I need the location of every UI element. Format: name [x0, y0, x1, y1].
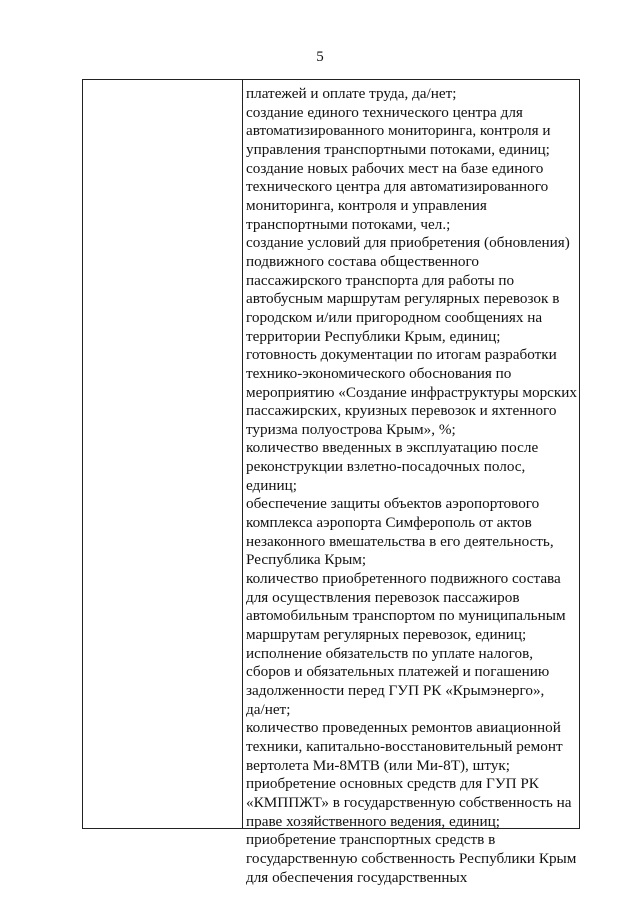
text-line: технико-экономического обоснования по — [246, 364, 512, 382]
document-table — [82, 79, 580, 886]
text-line: территории Республики Крым, единиц; — [246, 327, 501, 345]
text-line: автомобильным транспортом по муниципальным — [246, 607, 566, 625]
text-line: мероприятию «Создание инфраструктуры морских — [246, 383, 578, 401]
text-line: маршрутам регулярных перевозок, единиц; — [246, 626, 527, 644]
text-line: платежей и оплате труда, да/нет; — [246, 85, 457, 102]
text-line: исполнение обязательств по уплате налогов, — [246, 644, 534, 662]
text-line: подвижного состава общественного — [246, 252, 479, 270]
text-line: единиц; — [246, 476, 297, 494]
text-line: технического центра для автоматизированного — [246, 178, 549, 196]
table-left-cell — [83, 80, 242, 828]
text-line: праве хозяйственного ведения, единиц; — [246, 812, 501, 830]
text-line: вертолета Ми-8МТВ (или Ми-8Т), штук; — [246, 756, 510, 774]
text-line: приобретение основных средств для ГУП РК — [246, 775, 539, 793]
text-line: «КМППЖТ» в государственную собственность на — [246, 793, 572, 811]
text-line: количество приобретенного подвижного состава — [246, 570, 561, 588]
text-line: приобретение транспортных средств в — [246, 831, 496, 849]
text-line: управления транспортными потоками, единиц; — [246, 140, 550, 158]
text-line: туризма полуострова Крым», %; — [246, 420, 456, 438]
text-line: количество проведенных ремонтов авиационной — [246, 719, 561, 737]
text-line: транспортными потоками, чел.; — [246, 215, 451, 233]
text-line: незаконного вмешательства в его деятельность, — [246, 532, 554, 550]
text-line: реконструкции взлетно-посадочных полос, — [246, 458, 526, 476]
text-line: обеспечение защиты объектов аэропортового — [246, 495, 540, 513]
text-line: готовность документации по итогам разработки — [246, 346, 557, 364]
text-line: Республика Крым; — [246, 551, 367, 569]
text-line: задолженности перед ГУП РК «Крымэнерго», — [246, 682, 545, 699]
text-line: пассажирских, круизных перевозок и яхтенного — [246, 402, 557, 420]
table-right-cell — [246, 85, 576, 887]
text-line: комплекса аэропорта Симферополь от актов — [246, 514, 532, 532]
text-line: мониторинга, контроля и управления — [246, 196, 487, 214]
text-line: государственную собственность Республики Крым — [246, 849, 577, 867]
text-line: для обеспечения государственных — [246, 868, 468, 886]
text-line: пассажирского транспорта для работы по — [246, 271, 515, 289]
text-line: создание условий для приобретения (обновления) — [246, 234, 570, 252]
text-line: да/нет; — [246, 700, 291, 718]
text-line: создание новых рабочих мест на базе единого — [246, 159, 544, 177]
text-line: количество введенных в эксплуатацию после — [246, 439, 539, 457]
text-line: техники, капитально-восстановительный ремонт — [246, 737, 563, 755]
column-divider — [242, 80, 243, 828]
page-number: 5 — [316, 49, 324, 65]
text-line: автобусным маршрутам регулярных перевозок в — [246, 290, 560, 308]
text-line: городском и/или пригородном сообщениях на — [246, 308, 543, 326]
text-line: автоматизированного мониторинга, контроля и — [246, 122, 551, 140]
text-line: создание единого технического центра для — [246, 103, 523, 121]
text-line: для осуществления перевозок пассажиров — [246, 588, 520, 606]
text-line: сборов и обязательных платежей и погашению — [246, 663, 550, 681]
